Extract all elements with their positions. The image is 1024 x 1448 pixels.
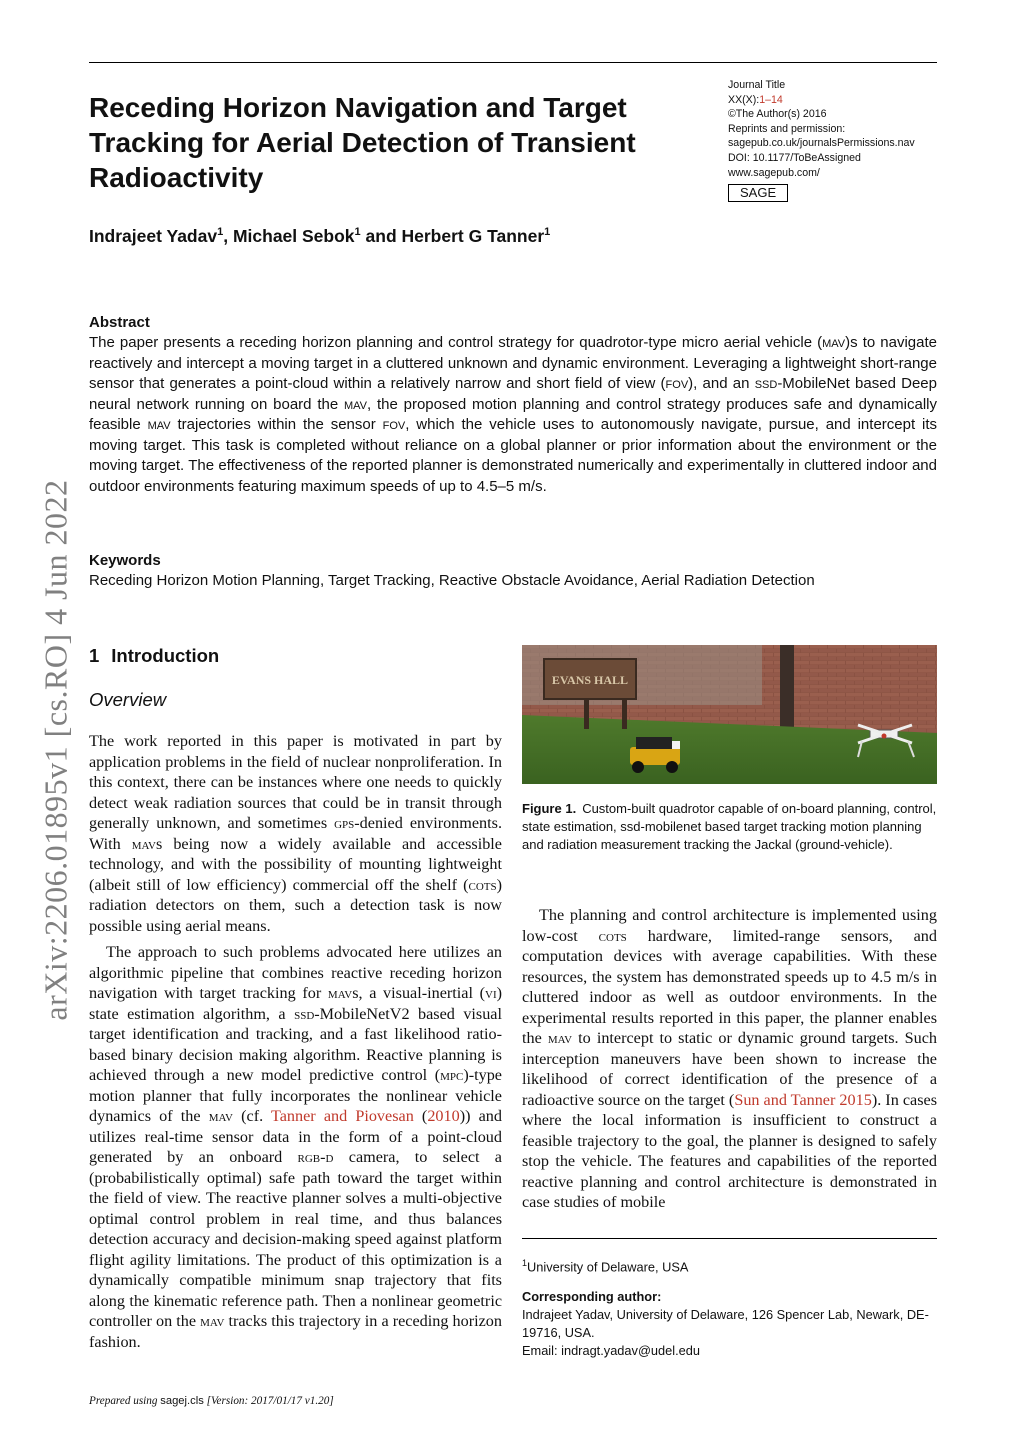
intro-paragraph-2: The approach to such problems advocated here utilizes an algorithmic pipeline that combines reactive receding horizon navigation with target tracking for mavs, a visual-inertial (vi) state estimation algorithm, a ssd-MobileNetV2 based visual target identification and tracking, and a fast likelihood ratio-based binary decision making algorithm. Reactive planning is achieved through a new model predictive control (mpc)-type motion planner that fully incorporates the nonlinear vehicle dynamics of the mav (cf. Tanner and Piovesan (2010)) and utilizes real-time sensor data in the form of a point-cloud generated by an onboard rgb-d camera, to select a (probabilistically optimal) safe path toward the target within the field of view. The reactive planner solves a multi-objective optimal control problem in real time, and thus balances detection accuracy and decision-making speed against platform flight agility limitations. The product of this optimization is a dynamically compatible minimum snap trajectory that fits along the kinematic reference path. Then a nonlinear geometric controller on the mav tracks this trajectory in a receding horizon fashion. <box>89 943 503 1351</box>
author-list: Indrajeet Yadav$^1$, Michael Sebok$^1$ and Herbert G Tanner$^1$ <box>89 226 551 246</box>
journal-volume <box>728 93 938 108</box>
keywords-heading: Keywords <box>89 552 161 569</box>
affiliation-mark: 1 <box>522 1258 528 1268</box>
reprints-label: Reprints and permission: <box>728 122 846 135</box>
acronym: mav <box>147 416 171 433</box>
acronym: gps <box>334 814 355 832</box>
journal-title: Journal Title <box>728 79 786 91</box>
section-title: Introduction <box>111 645 220 666</box>
author-name: Herbert G Tanner <box>401 226 545 246</box>
paper-title: Receding Horizon Navigation and Target Tracking for Aerial Detection of Transient Radioactivity <box>89 92 636 193</box>
author-name: Indrajeet Yadav <box>89 226 218 246</box>
acronym: mav <box>208 1107 233 1125</box>
section-heading <box>89 645 219 667</box>
reprints-url: sagepub.co.uk/journalsPermissions.nav <box>728 137 915 150</box>
left-column <box>89 731 502 1352</box>
author-affiliation-mark: 1 <box>544 226 551 239</box>
subsection-heading: Overview <box>89 689 167 710</box>
acronym: rgb-d <box>297 1148 334 1166</box>
figure-label: Figure 1. <box>522 801 577 816</box>
email-line[interactable]: Email: indragt.yadav@udel.edu <box>522 1343 701 1359</box>
acronym: ssd <box>754 375 778 392</box>
keywords-text: Receding Horizon Motion Planning, Target Tracking, Reactive Obstacle Avoidance, Aerial Radiation Detection <box>89 572 815 589</box>
section-number: 1 <box>89 645 100 666</box>
page-footer <box>89 1395 334 1407</box>
publisher-site: www.sagepub.com/ <box>728 166 820 179</box>
sign-text: EVANS HALL <box>551 673 629 687</box>
author-affiliation-mark: 1 <box>217 226 224 239</box>
volume-prefix: XX(X): <box>728 93 760 106</box>
top-rule <box>89 62 937 63</box>
acronym: mav <box>200 1312 225 1330</box>
doi: DOI: 10.1177/ToBeAssigned <box>728 151 861 164</box>
copyright: ©The Author(s) 2016 <box>728 108 827 121</box>
footnote-rule <box>522 1238 937 1239</box>
acronym: fov <box>382 416 406 433</box>
author-name: Michael Sebok <box>232 226 355 246</box>
intro-paragraph-3: The planning and control architecture is implemented using low-cost cots hardware, limited-range sensors, and computation devices with average capabilities. With these resources, the system has demonstrated speeds up to 4.5 m/s in cluttered indoor as well as outdoor environments. In the experimental results reported in this paper, the planner enables the mav to intercept to static or dynamic ground targets. Such interception maneuvers have been shown to increase the likelihood of correct identification of the presence of a radioactive source on the target (Sun and Tanner 2015). In cases where the local information is insufficient to construct a feasible trajectory to the goal, the planner is designed to safely stop the vehicle. The features and capabilities of the reported reactive planning and control architecture is demonstrated in case studies of mobile <box>522 906 937 1211</box>
abstract-text: The paper presents a receding horizon planning and control strategy for quadrotor-type micro aerial vehicle (mav)s to navigate reactively and intercept a moving target in a cluttered unknown and dynamic environment. Leveraging a lightweight short-range sensor that generates a point-cloud within a relatively narrow and short field of view (fov), and an ssd-MobileNet based Deep neural network running on board the mav, the proposed motion planning and control strategy produces safe and dynamically feasible mav trajectories within the sensor fov, which the vehicle uses to autonomously navigate, pursue, and intercept its moving target. This task is completed without reliance on a global planner or prior information about the environment or the moving target. The effectiveness of the reported planner is demonstrated numerically and experimentally in cluttered indoor and outdoor environments featuring maximum speeds of up to 4.5–5 m/s. <box>89 334 938 495</box>
citation-link[interactable]: Tanner and Piovesan <box>270 1107 414 1125</box>
journal-pages-link[interactable]: 1–14 <box>759 93 783 106</box>
citation-link[interactable]: Sun and Tanner 2015 <box>734 1090 872 1109</box>
intro-paragraph-1: The work reported in this paper is motivated in part by application problems in the field of nuclear nonproliferation. In this context, there can be instances where one needs to quickly detect weak radiation sources that could be in transit through generally unknown, and sometimes gps-denied environments. With mavs being now a widely available and accessible technology, and with the possibility of mounting lightweight (albeit still of low efficiency) commercial off the shelf (cots) radiation detectors on them, such a detection task is now possible using aerial means. <box>89 732 502 935</box>
acronym: mpc <box>440 1066 464 1084</box>
footnotes <box>522 1254 937 1360</box>
corresponding-text: Indrajeet Yadav, University of Delaware, 126 Spencer Lab, Newark, DE-19716, USA. <box>522 1307 929 1341</box>
acronym: mav <box>343 395 367 413</box>
author-affiliation-mark: 1 <box>354 226 361 239</box>
figure-photo <box>522 645 937 784</box>
acronym: ssd <box>294 1004 315 1023</box>
arxiv-stamp: arXiv:2206.01895v1 [cs.RO] 4 Jun 2022 <box>37 479 74 1021</box>
figure-caption-text: Custom-built quadrotor capable of on-board planning, control, state estimation, ssd-mobilenet based target tracking motion planning and radiation measurement tracking the Jackal (ground-vehicle). <box>522 801 937 852</box>
footer-version: [Version: 2017/01/17 v1.20] <box>203 1395 334 1407</box>
acronym: mav <box>327 984 353 1002</box>
journal-info <box>728 78 938 202</box>
footer-prefix: Prepared using <box>89 1395 161 1407</box>
acronym: cots <box>598 926 627 945</box>
acronym: mav <box>822 334 846 351</box>
corresponding-heading <box>522 1288 937 1306</box>
affiliation-text: University of Delaware, USA <box>527 1259 689 1275</box>
figure-caption <box>522 800 937 854</box>
corresponding-heading-text: Corresponding author: <box>522 1289 662 1305</box>
sage-logo: SAGE <box>728 184 788 202</box>
footer-cls: sagej.cls <box>160 1395 204 1407</box>
affiliation-footnote <box>522 1254 937 1276</box>
acronym: mav <box>547 1029 573 1047</box>
citation-link[interactable]: 2010 <box>427 1107 460 1125</box>
abstract-heading: Abstract <box>89 314 150 331</box>
acronym: vi <box>485 984 497 1002</box>
right-column <box>522 905 937 1213</box>
acronym: fov <box>665 375 689 392</box>
acronym: mav <box>131 834 157 853</box>
acronym: cots <box>468 875 497 894</box>
